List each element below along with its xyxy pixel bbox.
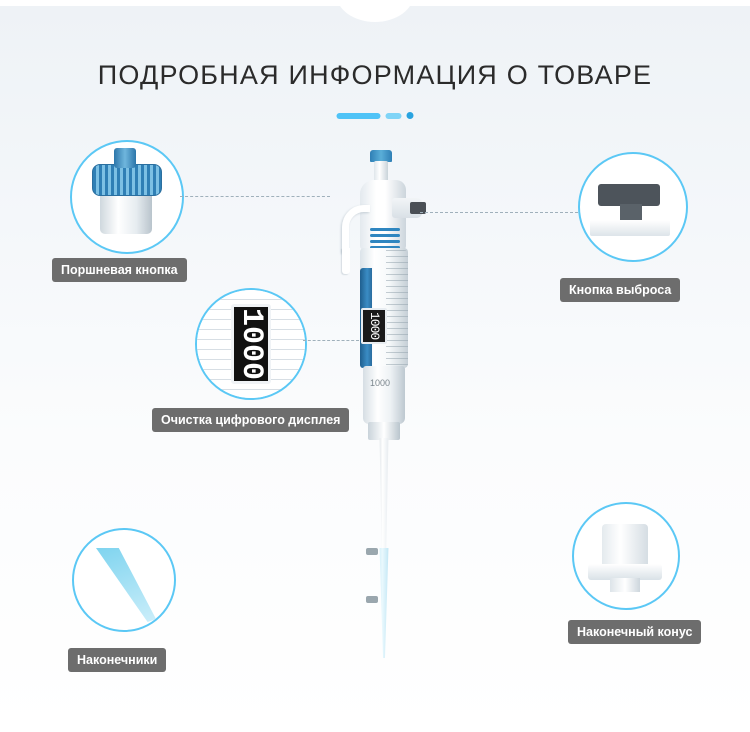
pipette-finger-hook [342, 205, 370, 253]
callout-bubble-eject-button [578, 152, 688, 262]
callout-label-tip-cone: Наконечный конус [568, 620, 701, 644]
pipette-digital-display: 1000 [361, 308, 387, 344]
pipette-tip-icon [96, 548, 156, 622]
top-notch-decoration [336, 0, 414, 22]
pipette-blue-stripes [370, 228, 400, 250]
pipette-lower-body [363, 366, 405, 424]
callout-label-digital-display: Очистка цифрового дисплея [152, 408, 349, 432]
callout-bubble-plunger-button [70, 140, 184, 254]
title-underline-decoration [337, 112, 414, 119]
leader-line-eject [420, 212, 578, 213]
callout-label-eject-button: Кнопка выброса [560, 278, 680, 302]
pipette-volume-marking: 1000 [370, 378, 391, 388]
pipette-grip-ridges [386, 250, 408, 368]
leader-line-plunger [180, 196, 330, 197]
callout-label-plunger-button: Поршневая кнопка [52, 258, 187, 282]
callout-bubble-tip-cone [572, 502, 680, 610]
pipette-illustration [330, 150, 440, 650]
underline-dot [407, 112, 414, 119]
pipette-shaft [377, 438, 391, 550]
digital-display-value: 1000 [231, 304, 271, 384]
pipette-disposable-tip [376, 548, 392, 658]
leader-line-display [303, 340, 359, 341]
tip-ring-upper [366, 548, 378, 555]
pipette-shaft-collar [368, 422, 400, 440]
pipette-finger-hook-stem [342, 248, 350, 274]
callout-label-tips: Наконечники [68, 648, 166, 672]
underline-bar [337, 113, 381, 119]
callout-bubble-digital-display [195, 288, 307, 400]
page-title: ПОДРОБНАЯ ИНФОРМАЦИЯ О ТОВАРЕ [97, 60, 653, 90]
underline-bar-small [386, 113, 402, 119]
callout-bubble-tips [72, 528, 176, 632]
tip-ring-lower [366, 596, 378, 603]
